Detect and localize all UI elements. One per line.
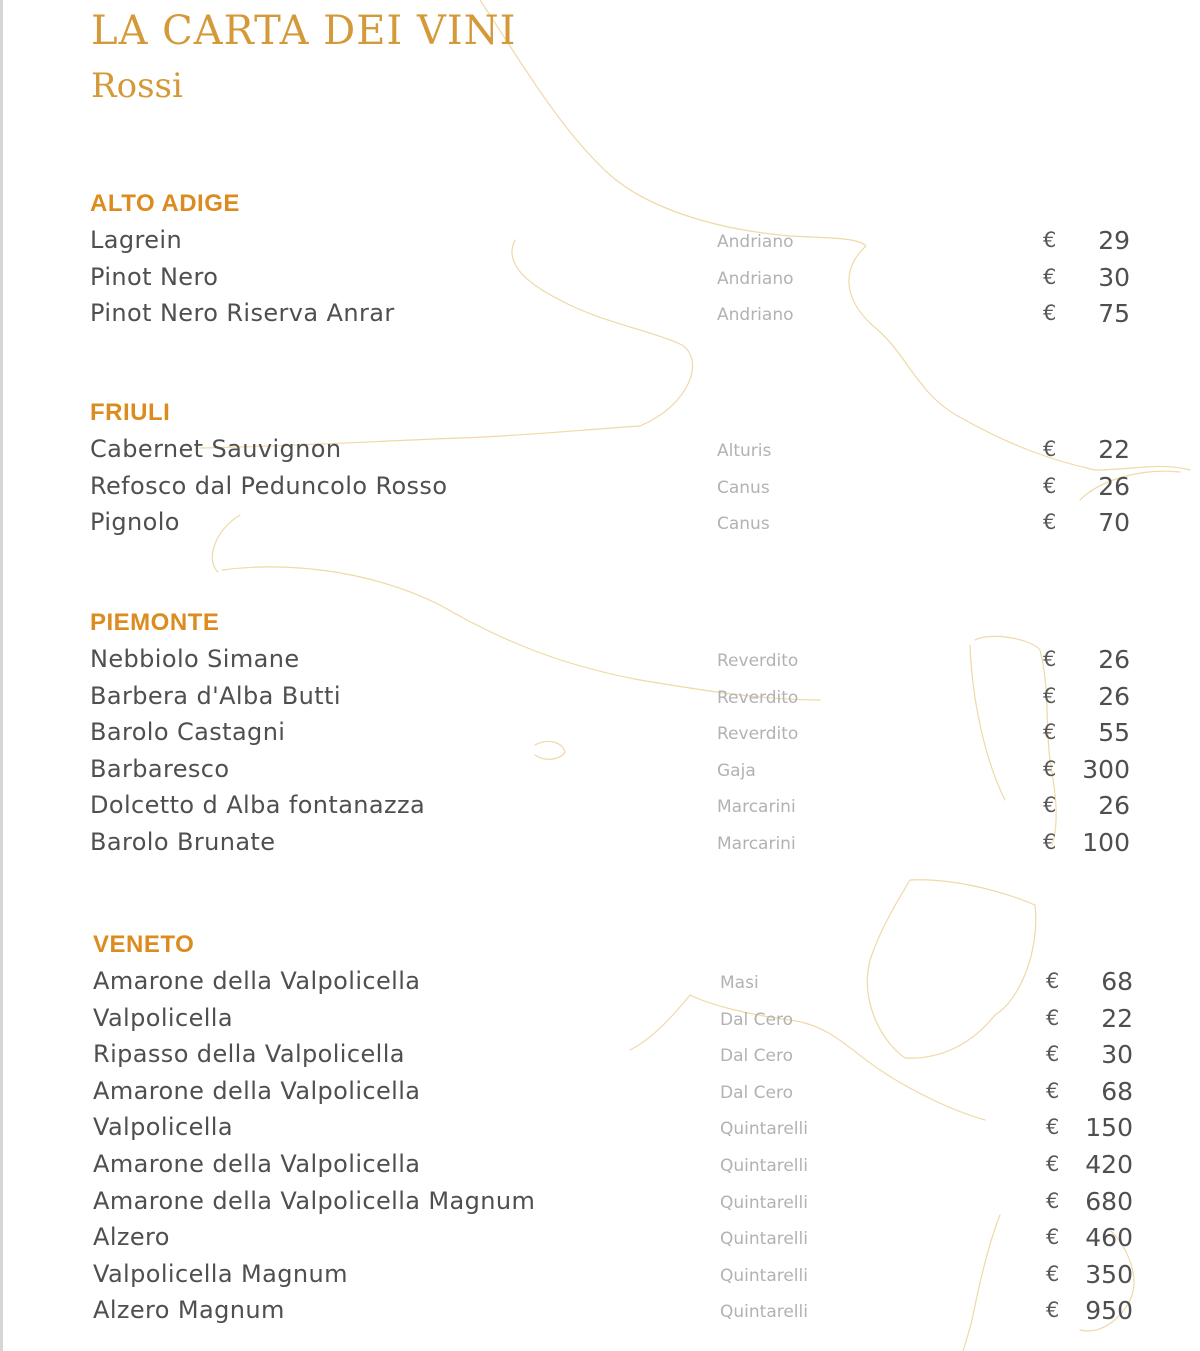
wine-producer: Quintarelli (720, 1119, 808, 1140)
currency-symbol: € (1046, 1152, 1060, 1176)
wine-producer: Reverdito (717, 651, 799, 671)
wine-name: Nebbiolo Simane (90, 645, 300, 673)
wine-producer: Alturis (717, 441, 772, 461)
wine-price: 26 (1098, 645, 1130, 674)
wine-price: 29 (1098, 226, 1130, 255)
wine-price: 680 (1085, 1186, 1133, 1216)
wine-row (93, 967, 1133, 1003)
wine-price: 30 (1098, 262, 1130, 292)
wine-producer: Canus (717, 514, 770, 535)
currency-symbol: € (1043, 264, 1057, 289)
wine-row (93, 1004, 1133, 1040)
wine-producer: Masi (720, 973, 759, 993)
wine-price: 75 (1098, 299, 1130, 329)
section-heading: FRIULI (90, 399, 171, 426)
wine-row (93, 1077, 1133, 1113)
wine-price: 420 (1085, 1150, 1133, 1179)
wine-producer: Quintarelli (720, 1302, 808, 1323)
wine-name: Pinot Nero Riserva Anrar (90, 299, 395, 328)
wine-price: 22 (1098, 435, 1130, 464)
wine-name: Amarone della Valpolicella (93, 1076, 421, 1105)
menu-subtitle: Rossi (91, 66, 183, 106)
currency-symbol: € (1046, 1188, 1060, 1213)
wine-row (90, 755, 1130, 791)
currency-symbol: € (1046, 969, 1060, 993)
wine-price: 22 (1101, 1003, 1133, 1033)
wine-row (90, 645, 1130, 681)
wine-name: Alzero (93, 1223, 170, 1252)
wine-price: 150 (1085, 1113, 1133, 1143)
wine-price: 26 (1098, 471, 1130, 501)
wine-producer: Quintarelli (720, 1265, 808, 1286)
wine-producer: Andriano (717, 305, 794, 326)
wine-row (93, 1260, 1133, 1296)
wine-name: Cabernet Sauvignon (90, 435, 342, 463)
wine-row (93, 1040, 1133, 1076)
section-heading: ALTO ADIGE (90, 190, 240, 217)
wine-name: Ripasso della Valpolicella (93, 1040, 405, 1069)
currency-symbol: € (1046, 1261, 1060, 1286)
wine-price: 26 (1098, 681, 1130, 711)
wine-row (93, 1223, 1133, 1259)
wine-name: Amarone della Valpolicella (93, 1150, 421, 1178)
wine-row (90, 828, 1130, 864)
wine-row (90, 718, 1130, 754)
wine-producer: Reverdito (717, 687, 799, 708)
wine-price: 300 (1082, 754, 1130, 784)
wine-row (90, 472, 1130, 508)
wine-producer: Marcarini (717, 797, 796, 818)
wine-row (90, 226, 1130, 262)
section-heading: PIEMONTE (90, 609, 220, 636)
page-left-edge (0, 0, 3, 1351)
wine-price: 950 (1085, 1296, 1133, 1326)
wine-producer: Dal Cero (720, 1082, 793, 1103)
wine-price: 68 (1101, 1076, 1133, 1106)
wine-name: Barolo Brunate (90, 828, 276, 856)
currency-symbol: € (1043, 647, 1057, 671)
currency-symbol: € (1043, 830, 1057, 854)
wine-row (90, 508, 1130, 544)
wine-name: Barolo Castagni (90, 718, 286, 747)
wine-row (90, 791, 1130, 827)
wine-producer: Quintarelli (720, 1192, 808, 1213)
wine-name: Valpolicella (93, 1113, 233, 1142)
wine-producer: Quintarelli (720, 1156, 808, 1176)
wine-row (93, 1150, 1133, 1186)
section-heading: VENETO (93, 931, 195, 958)
currency-symbol: € (1046, 1005, 1060, 1030)
currency-symbol: € (1043, 473, 1057, 498)
wine-price: 55 (1098, 718, 1130, 748)
wine-price: 30 (1101, 1040, 1133, 1070)
wine-name: Valpolicella Magnum (93, 1259, 348, 1288)
wine-row (90, 299, 1130, 335)
currency-symbol: € (1046, 1078, 1060, 1103)
currency-symbol: € (1043, 756, 1057, 781)
wine-name: Pinot Nero (90, 262, 219, 291)
wine-producer: Quintarelli (720, 1229, 808, 1250)
wine-producer: Reverdito (717, 724, 799, 745)
wine-producer: Dal Cero (720, 1009, 793, 1030)
wine-row (93, 1187, 1133, 1223)
wine-price: 460 (1085, 1223, 1133, 1253)
menu-title: LA CARTA DEI VINI (91, 8, 517, 54)
wine-price: 68 (1101, 967, 1133, 996)
wine-name: Amarone della Valpolicella (93, 967, 421, 995)
wine-name: Alzero Magnum (93, 1296, 285, 1325)
wine-name: Valpolicella (93, 1003, 233, 1032)
wine-producer: Marcarini (717, 834, 796, 854)
wine-price: 100 (1082, 828, 1130, 857)
currency-symbol: € (1043, 437, 1057, 461)
currency-symbol: € (1046, 1298, 1060, 1323)
wine-name: Refosco dal Peduncolo Rosso (90, 471, 448, 500)
wine-row (93, 1113, 1133, 1149)
wine-row (90, 435, 1130, 471)
currency-symbol: € (1043, 683, 1057, 708)
currency-symbol: € (1043, 510, 1057, 535)
wine-name: Lagrein (90, 226, 183, 254)
wine-name: Pignolo (90, 508, 180, 537)
wine-name: Dolcetto d Alba fontanazza (90, 791, 426, 820)
currency-symbol: € (1046, 1115, 1060, 1140)
wine-row (90, 682, 1130, 718)
currency-symbol: € (1043, 228, 1057, 252)
wine-name: Barbaresco (90, 754, 230, 783)
wine-name: Barbera d'Alba Butti (90, 681, 341, 710)
wine-row (90, 263, 1130, 299)
currency-symbol: € (1046, 1042, 1060, 1067)
wine-producer: Canus (717, 477, 770, 498)
wine-price: 26 (1098, 791, 1130, 821)
currency-symbol: € (1043, 720, 1057, 745)
currency-symbol: € (1043, 793, 1057, 818)
wine-price: 70 (1098, 508, 1130, 538)
wine-producer: Gaja (717, 760, 756, 781)
currency-symbol: € (1046, 1225, 1060, 1250)
wine-row (93, 1296, 1133, 1332)
wine-price: 350 (1085, 1259, 1133, 1289)
currency-symbol: € (1043, 301, 1057, 326)
wine-name: Amarone della Valpolicella Magnum (93, 1186, 536, 1215)
wine-producer: Dal Cero (720, 1046, 793, 1067)
wine-producer: Andriano (717, 268, 794, 289)
wine-producer: Andriano (717, 232, 794, 252)
